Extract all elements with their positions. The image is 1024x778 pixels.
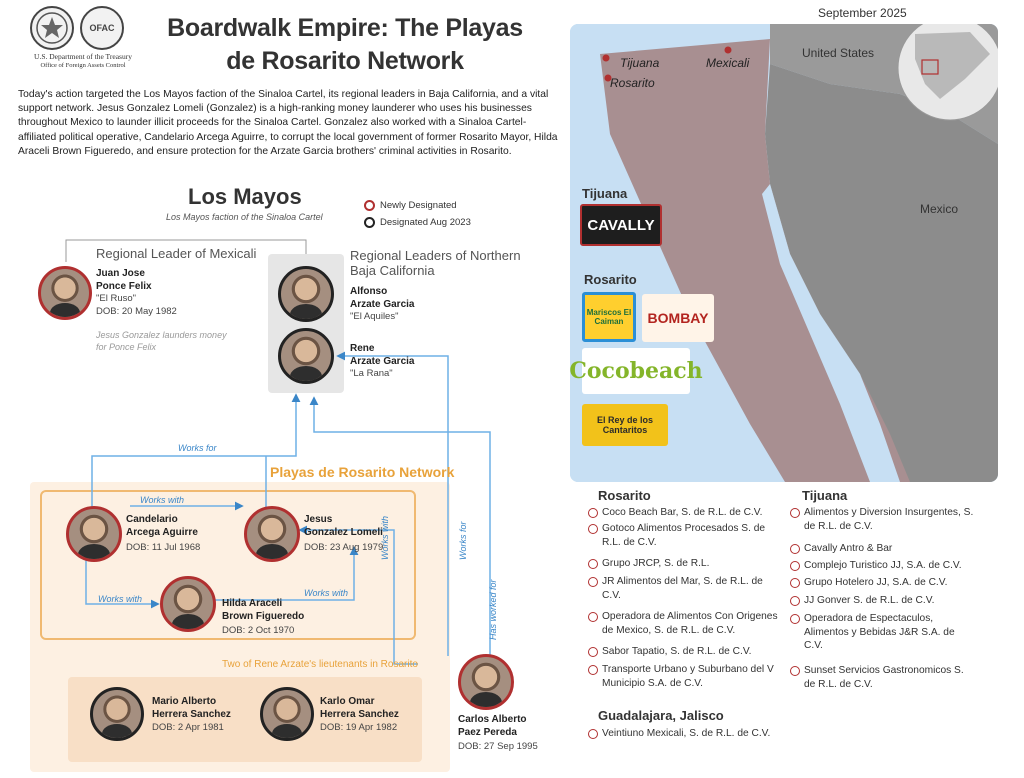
logo-bombay xyxy=(642,294,714,342)
rosarito-heading: Rosarito xyxy=(598,488,651,503)
logo-cavally xyxy=(580,204,662,246)
agency-line-1: U.S. Department of the Treasury xyxy=(34,52,132,61)
logo-cocobeach-text: Cocobeach xyxy=(569,358,703,384)
label-united-states: United States xyxy=(802,46,875,60)
avatar-jesus xyxy=(244,506,300,562)
mario-dob: DOB: 2 Apr 1981 xyxy=(152,722,224,733)
ponce-felix-info xyxy=(96,293,177,318)
network-title: Playas de Rosarito Network xyxy=(270,464,455,480)
hilda-name-1: Hilda Araceli xyxy=(222,598,283,609)
hilda-name xyxy=(222,598,304,623)
hilda-dob: DOB: 2 Oct 1970 xyxy=(222,625,295,636)
logo-cantaritos-text: El Rey de los Cantaritos xyxy=(596,415,654,435)
jesus-name-2: Gonzalez Lomeli xyxy=(304,526,383,538)
los-mayos-subtitle: Los Mayos faction of the Sinaloa Cartel xyxy=(166,212,323,222)
intro-paragraph: Today's action targeted the Los Mayos faction of the Sinaloa Cartel, its regional leaders in Baja California, and a vital support network. Jesus Gonzalez Lomeli (Gonzalez) is a high-ranking money launderer who uses his businesses throughout Mexico to launder illicit proceeds for the Sinaloa Cartel. Gonzalez also worked with a Sinaloa Cartel-affiliated political operative, Candelario Arcega Aguirre, to corrupt the local government of former Rosarito Mayor, Hilda Araceli Brown Figueredo, and ensure protection for the Arzate Garcia brothers' criminal activities in Rosarito. xyxy=(18,89,558,157)
avatar-karlo xyxy=(260,687,314,741)
candelario-name-1: Candelario xyxy=(126,514,178,525)
jesus-dob: DOB: 23 Aug 1979 xyxy=(304,542,384,553)
tijuana-entity: Grupo Hotelero JJ, S.A. de C.V. xyxy=(790,576,976,590)
note-line-1: Jesus Gonzalez launders money xyxy=(96,330,227,340)
rene-name-2: Arzate Garcia xyxy=(350,355,415,367)
jesus-name-1: Jesus xyxy=(304,514,333,525)
alfonso-name-2: Arzate Garcia xyxy=(350,298,415,310)
hilda-name-2: Brown Figueredo xyxy=(222,610,305,622)
note-line-2: for Ponce Felix xyxy=(96,342,157,352)
page-title-line-2: de Rosarito Network xyxy=(226,47,464,75)
label-mexico: Mexico xyxy=(920,202,959,216)
karlo-dob: DOB: 19 Apr 1982 xyxy=(320,722,398,733)
ponce-name-1: Juan Jose xyxy=(96,268,145,279)
mexicali-marker xyxy=(725,47,732,54)
works-with-label-3: Works with xyxy=(304,588,349,598)
ponce-alias: "El Ruso" xyxy=(96,293,137,304)
ponce-felix-name xyxy=(96,268,152,293)
avatar-candelario xyxy=(66,506,122,562)
mario-name-2: Herrera Sanchez xyxy=(152,708,231,720)
carlos-name-2: Paez Pereda xyxy=(458,726,517,738)
rosarito-entity: Transporte Urbano y Suburbano del V Municipio S.A. de C.V. xyxy=(588,663,778,690)
avatar-rene-arzate xyxy=(278,328,334,384)
logo-cavally-text: CAVALLY xyxy=(587,216,655,234)
guadalajara-heading: Guadalajara, Jalisco xyxy=(598,708,724,723)
rosarito-entity: Operadora de Alimentos Con Origenes de Mexico, S. de R.L. de C.V. xyxy=(588,610,778,637)
label-mexicali: Mexicali xyxy=(706,56,750,70)
tijuana-entity: JJ Gonver S. de R.L. de C.V. xyxy=(790,594,976,608)
northern-heading xyxy=(350,248,521,278)
alfonso-name-1: Alfonso xyxy=(350,286,388,297)
rosarito-entity: Coco Beach Bar, S. de R.L. de C.V. xyxy=(588,506,778,520)
ponce-dob: DOB: 20 May 1982 xyxy=(96,305,177,317)
tijuana-entity: Complejo Turistico JJ, S.A. de C.V. xyxy=(790,559,976,573)
tijuana-entity: Sunset Servicios Gastronomicos S. de R.L. de C.V. xyxy=(790,664,976,691)
works-for-label-2: Works for xyxy=(458,521,468,560)
legend-old-label: Designated Aug 2023 xyxy=(380,217,471,228)
tijuana-heading: Tijuana xyxy=(802,488,848,503)
northern-heading-2: Baja California xyxy=(350,263,435,278)
avatar-ponce-felix xyxy=(38,266,92,320)
alfonso-alias: "El Aquiles" xyxy=(350,311,399,322)
rosarito-entity: JR Alimentos del Mar, S. de R.L. de C.V. xyxy=(588,575,778,602)
los-mayos-title: Los Mayos xyxy=(188,184,302,209)
karlo-name xyxy=(320,696,399,721)
candelario-name-2: Arcega Aguirre xyxy=(126,526,198,538)
carlos-dob: DOB: 27 Sep 1995 xyxy=(458,741,538,752)
tijuana-entity: Alimentos y Diversion Insurgentes, S. de R.L. de C.V. xyxy=(790,506,976,533)
works-for-line-lieutenants xyxy=(338,356,448,656)
mario-name-1: Mario Alberto xyxy=(152,696,217,707)
logo-mariscos-caiman xyxy=(582,292,636,342)
avatar-mario xyxy=(90,687,144,741)
candelario-dob: DOB: 11 Jul 1968 xyxy=(126,542,201,553)
ponce-name-2: Ponce Felix xyxy=(96,280,152,292)
has-worked-for-label: Has worked for xyxy=(488,579,498,640)
ponce-note xyxy=(96,329,227,353)
agency-line-2: Office of Foreign Assets Control xyxy=(40,62,126,69)
tijuana-entity: Cavally Antro & Bar xyxy=(790,542,976,556)
tijuana-marker xyxy=(603,55,610,62)
works-with-label-1: Works with xyxy=(140,495,185,505)
rosarito-entity: Gotoco Alimentos Procesados S. de R.L. de C.V. xyxy=(588,522,778,549)
ofac-seal-label: OFAC xyxy=(89,23,115,33)
lieutenants-note: Two of Rene Arzate's lieutenants in Rosarito xyxy=(222,659,418,670)
alfonso-name xyxy=(350,286,414,311)
logo-group-tijuana: Tijuana xyxy=(582,186,628,201)
works-for-label-1: Works for xyxy=(178,443,217,453)
jesus-name xyxy=(304,514,383,539)
avatar-hilda xyxy=(160,576,216,632)
logo-bombay-text: BOMBAY xyxy=(647,310,709,326)
publication-date: September 2025 xyxy=(818,6,907,20)
rene-alias: "La Rana" xyxy=(350,368,393,379)
rosarito-entity: Grupo JRCP, S. de R.L. xyxy=(588,557,778,571)
avatar-alfonso-arzate xyxy=(278,266,334,322)
works-with-label-4: Works with xyxy=(380,515,390,560)
label-tijuana: Tijuana xyxy=(620,56,660,70)
northern-heading-1: Regional Leaders of Northern xyxy=(350,248,521,263)
label-rosarito: Rosarito xyxy=(610,76,655,90)
karlo-name-1: Karlo Omar xyxy=(320,696,375,707)
rene-name xyxy=(350,343,414,368)
avatar-carlos xyxy=(458,654,514,710)
legend-new-label: Newly Designated xyxy=(380,200,457,211)
candelario-name xyxy=(126,514,198,539)
page-title-line-1: Boardwalk Empire: The Playas xyxy=(167,14,523,42)
mexicali-heading: Regional Leader of Mexicali xyxy=(96,246,257,261)
rene-name-1: Rene xyxy=(350,343,375,354)
tijuana-entity: Operadora de Espectaculos, Alimentos y Bebidas J&R S.A. de C.V. xyxy=(790,612,976,653)
carlos-name-1: Carlos Alberto xyxy=(458,714,527,725)
carlos-name xyxy=(458,714,527,739)
works-with-label-2: Works with xyxy=(98,594,143,604)
mario-name xyxy=(152,696,231,721)
logo-cocobeach xyxy=(569,348,703,394)
karlo-name-2: Herrera Sanchez xyxy=(320,708,399,720)
logo-cantaritos xyxy=(582,404,668,446)
rosarito-entity: Sabor Tapatio, S. de R.L. de C.V. xyxy=(588,645,778,659)
guadalajara-entity: Veintiuno Mexicali, S. de R.L. de C.V. xyxy=(588,727,788,741)
logo-group-rosarito: Rosarito xyxy=(584,272,637,287)
logo-mariscos-text: Mariscos El Caiman xyxy=(586,308,632,326)
